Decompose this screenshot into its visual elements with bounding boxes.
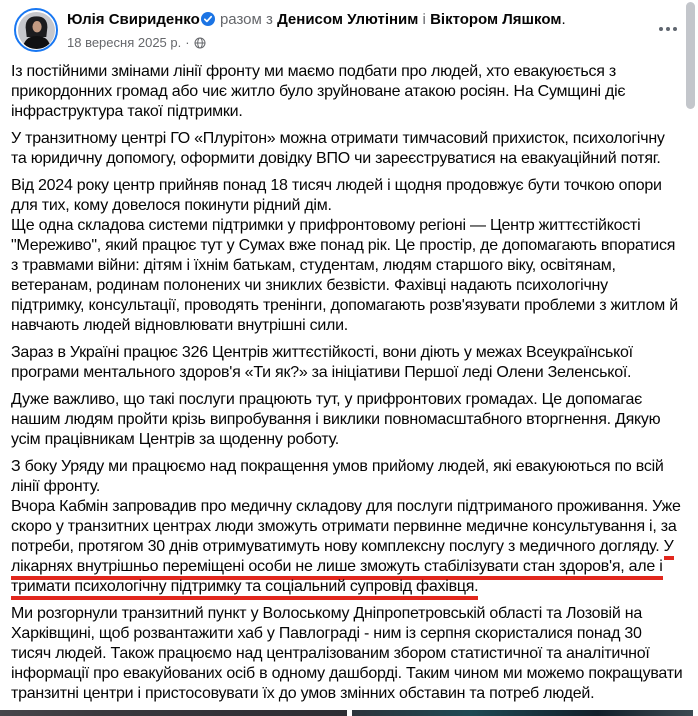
post-text-segment: Із постійними змінами лінії фронту ми маємо подбати про людей, хто евакуюється з прикордонних громад або чиє житло було зруйноване атакою росіян. На Сумщині діє інфраструктура такої підтримки. <box>11 63 626 120</box>
red-underlined-text: У лікарнях внутрішньо переміщені особи не лише зможуть стабілізувати стан здоров'я, але і тримати психологічну підтримку та соціальний супровід фахівця. <box>11 538 674 600</box>
ellipsis-icon <box>659 27 663 31</box>
post-paragraph <box>11 62 684 122</box>
post-text-segment: Ми розгорнули транзитний пункт у Волоському Дніпропетровській області та Лозовій на Харківщині, щоб розвантажити хаб у Павлограді - ним із серпня скористалися понад 30 тисяч людей. Також працюємо над централізованим збором статистичної та аналітичної інформації про евакуйованих осіб в одному дашборді. Таким чином ми можемо покращувати транзитні центри і пристосовувати їх до умов змінних обставин та потреб людей. <box>11 605 683 702</box>
verified-badge-icon <box>201 12 215 32</box>
avatar[interactable] <box>14 8 58 52</box>
scrollbar[interactable] <box>686 2 695 109</box>
meta-dot-separator: · <box>185 35 190 50</box>
post-text-segment: Від 2024 року центр прийняв понад 18 тисяч людей і щодня продовжує бути точкою опори для тих, кому довелося покинути рідний дім. <box>11 177 662 214</box>
post-text-segment: Вчора Кабмін запровадив про медичну складову для послуги підтриманого проживання. Уже скоро у транзитних центрах люди зможуть отримати первинне медичне консультування і, за потреби, протягом 30 днів отримуватимуть нову комплексну послугу з медичного догляду. <box>11 498 681 555</box>
post-paragraph <box>11 343 684 383</box>
post-meta[interactable] <box>67 35 566 51</box>
post-header <box>0 0 698 52</box>
byline-connector: разом з <box>219 11 273 28</box>
attached-photo-2[interactable] <box>352 710 693 716</box>
header-text <box>67 8 566 51</box>
post-paragraph <box>11 604 684 704</box>
more-options-button[interactable] <box>654 18 682 40</box>
post-text-segment: З боку Уряду ми працюємо над покращення умов прийому людей, які евакуюються по всій лінії фронту. <box>11 458 664 495</box>
tagged-person-2-link[interactable]: Віктором Ляшком <box>430 11 562 28</box>
post-paragraph <box>11 176 684 336</box>
post-paragraph <box>11 390 684 450</box>
profile-photo <box>18 12 55 49</box>
attached-photos-strip <box>0 710 698 716</box>
post-text-segment: У транзитному центрі ГО «Плурітон» можна отримати тимчасовий прихисток, психологічну та юридичну допомогу, оформити довідку ВПО чи зареєструватися на евакуаційний потяг. <box>11 130 665 167</box>
post-paragraph <box>11 129 684 169</box>
byline-period: . <box>561 11 566 28</box>
ellipsis-icon <box>673 27 677 31</box>
post-text-segment: Зараз в Україні працює 326 Центрів життєстійкості, вони діють у межах Всеукраїнської програми ментального здоров'я «Ти як?» за ініціативи Першої леді Олени Зеленської. <box>11 344 633 381</box>
byline-and: і <box>422 11 426 28</box>
post-text-segment: Ще одна складова системи підтримки у прифронтовому регіоні — Центр життєстійкості "Мереживо", який працює тут у Сумах вже понад рік. Це простір, де допомагають впоратися з травмами війни: дітям і їхнім батькам, студентам, людям старшого віку, освітянам, ветеранам, родинам полонених чи зниклих безвісти. Фахівці надають психологічну підтримку, консультації, проводять тренінги, допомагають розв'язувати проблеми з житлом й навчають людей відновлювати внутрішні сили. <box>11 217 678 334</box>
globe-icon <box>194 37 206 49</box>
ellipsis-icon <box>666 27 670 31</box>
attached-photo-1[interactable] <box>0 710 347 716</box>
post-date[interactable]: 18 вересня 2025 р. <box>67 35 182 50</box>
post-text-segment: Дуже важливо, що такі послуги працюють тут, у прифронтових громадах. Це допомагає нашим людям пройти крізь випробування і виклики повномасштабного вторгнення. Дякую усім працівникам Центрів за щоденну роботу. <box>11 391 661 448</box>
tagged-person-1-link[interactable]: Денисом Улютіним <box>277 11 419 28</box>
author-name-link[interactable]: Юлія Свириденко <box>67 11 200 28</box>
post-text <box>0 52 698 704</box>
post-paragraph <box>11 457 684 597</box>
post-byline <box>67 10 566 32</box>
